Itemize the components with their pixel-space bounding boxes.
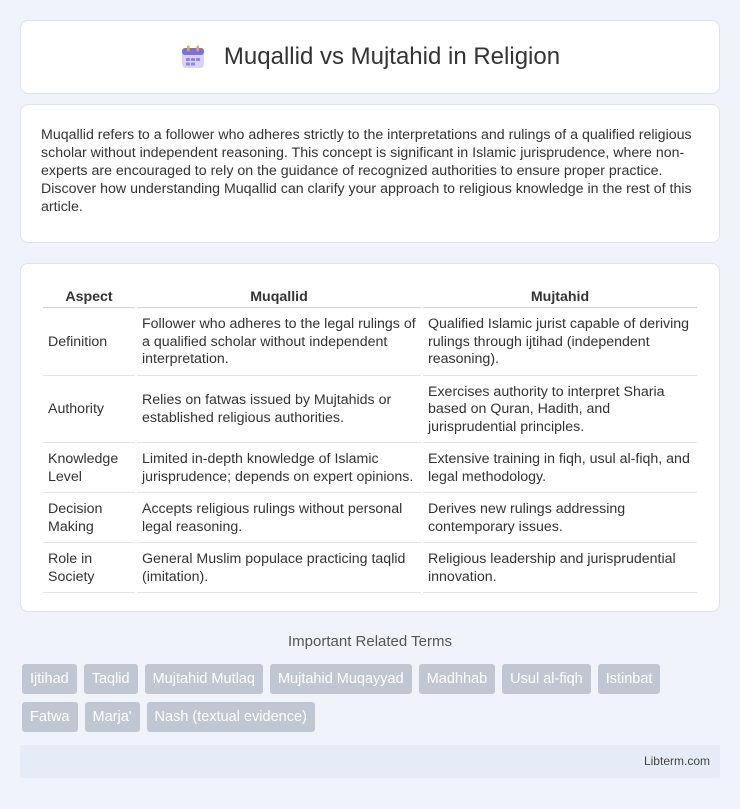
related-terms-title: Important Related Terms	[288, 633, 452, 650]
tag-fatwa[interactable]: Fatwa	[22, 702, 78, 732]
related-terms-list	[22, 664, 722, 732]
header-muqallid: Muqallid	[137, 286, 421, 308]
comparison-table	[41, 284, 699, 595]
table-row	[43, 445, 697, 493]
title-card	[20, 20, 720, 94]
aspect-cell: Role in Society	[43, 545, 135, 593]
intro-card	[20, 104, 720, 243]
tag-nash[interactable]: Nash (textual evidence)	[147, 702, 315, 732]
mujtahid-cell: Exercises authority to interpret Sharia based on Quran, Hadith, and jurisprudential principles.	[423, 378, 697, 444]
comparison-card	[20, 263, 720, 612]
header-aspect: Aspect	[43, 286, 135, 308]
calendar-icon	[180, 44, 206, 70]
muqallid-cell: General Muslim populace practicing taqlid (imitation).	[137, 545, 421, 593]
mujtahid-cell: Derives new rulings addressing contemporary issues.	[423, 495, 697, 543]
aspect-cell: Definition	[43, 310, 135, 376]
tag-istinbat[interactable]: Istinbat	[598, 664, 661, 694]
table-row	[43, 310, 697, 376]
tag-usul-al-fiqh[interactable]: Usul al-fiqh	[502, 664, 591, 694]
table-header-row	[43, 286, 697, 308]
table-row	[43, 545, 697, 593]
mujtahid-cell: Religious leadership and jurisprudential innovation.	[423, 545, 697, 593]
tag-taqlid[interactable]: Taqlid	[84, 664, 138, 694]
tag-mujtahid-muqayyad[interactable]: Mujtahid Muqayyad	[270, 664, 412, 694]
table-row	[43, 495, 697, 543]
muqallid-cell: Accepts religious rulings without personal legal reasoning.	[137, 495, 421, 543]
tag-madhhab[interactable]: Madhhab	[419, 664, 495, 694]
tag-mujtahid-mutlaq[interactable]: Mujtahid Mutlaq	[145, 664, 263, 694]
aspect-cell: Authority	[43, 378, 135, 444]
footer	[20, 745, 720, 778]
muqallid-cell: Follower who adheres to the legal rulings of a qualified scholar without independent interpretation.	[137, 310, 421, 376]
table-row	[43, 378, 697, 444]
muqallid-cell: Limited in-depth knowledge of Islamic jurisprudence; depends on expert opinions.	[137, 445, 421, 493]
mujtahid-cell: Qualified Islamic jurist capable of deriving rulings through ijtihad (independent reasoning).	[423, 310, 697, 376]
aspect-cell: Knowledge Level	[43, 445, 135, 493]
muqallid-cell: Relies on fatwas issued by Mujtahids or established religious authorities.	[137, 378, 421, 444]
aspect-cell: Decision Making	[43, 495, 135, 543]
page-title: Muqallid vs Mujtahid in Religion	[223, 43, 561, 70]
mujtahid-cell: Extensive training in fiqh, usul al-fiqh, and legal methodology.	[423, 445, 697, 493]
tag-marja[interactable]: Marja'	[85, 702, 140, 732]
header-mujtahid: Mujtahid	[423, 286, 697, 308]
tag-ijtihad[interactable]: Ijtihad	[22, 664, 77, 694]
footer-site-link[interactable]: Libterm.com	[643, 754, 710, 768]
intro-text: Muqallid refers to a follower who adheres strictly to the interpretations and rulings of a qualified religious scholar without independent reasoning. This concept is significant in Islamic jurisprudence, where non-experts are encouraged to rely on the guidance of recognized authorities to ensure proper practice. Discover how understanding Muqallid can clarify your approach to religious knowledge in the rest of this article.	[41, 127, 692, 215]
